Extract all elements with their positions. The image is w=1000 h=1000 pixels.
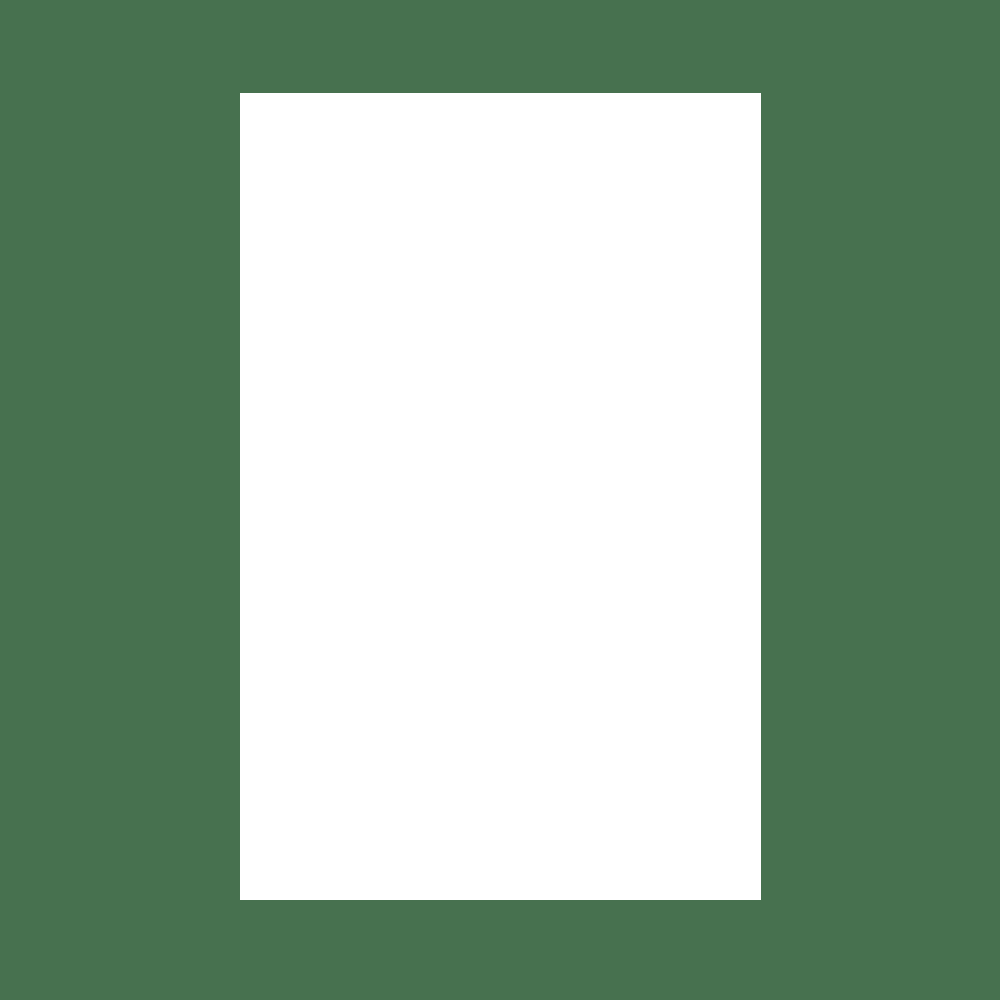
toc-page bbox=[240, 93, 761, 900]
